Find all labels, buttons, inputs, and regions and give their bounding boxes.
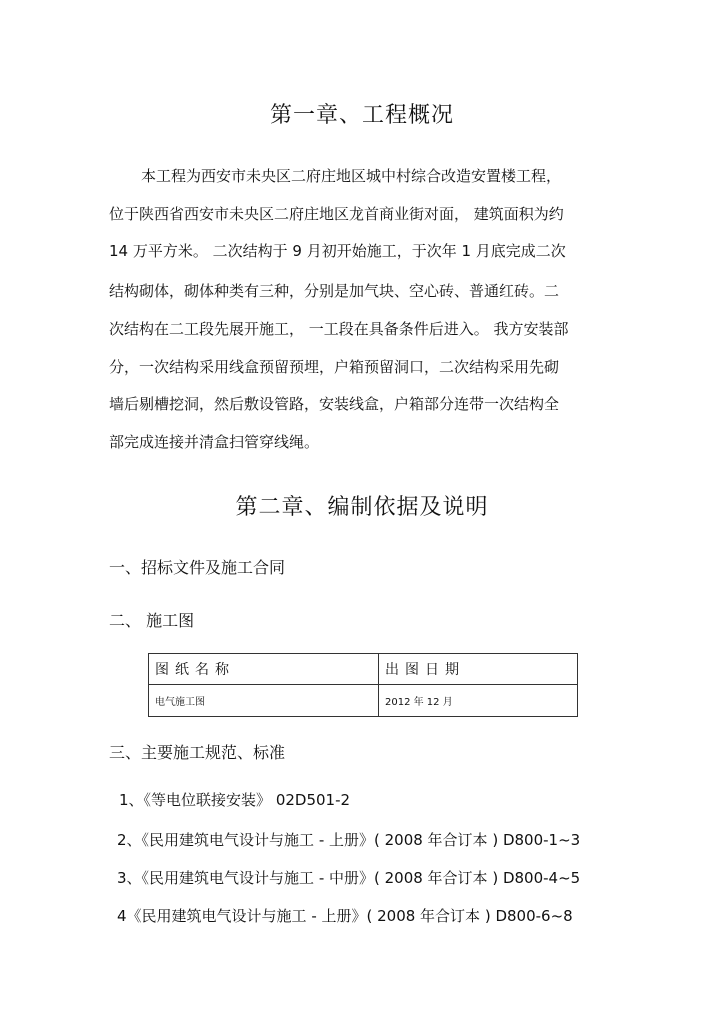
paragraph-line: 结构砌体，砌体种类有三种，分别是加气块、空心砖、普通红砖。二	[109, 282, 560, 300]
list-item: 4《民用建筑电气设计与施工 - 上册》( 2008 年合订本 ) D800-6~8	[117, 907, 573, 925]
paragraph-line: 墙后剔槽挖洞，然后敷设管路，安装线盒，户箱部分连带一次结构全	[109, 395, 560, 413]
paragraph-line: 部完成连接并清盒扫管穿线绳。	[109, 433, 320, 451]
table-cell-issue-date: 2012 年 12 月	[379, 685, 578, 717]
table-header-row	[149, 654, 578, 685]
paragraph-line: 14 万平方米。 二次结构于 9 月初开始施工，于次年 1 月底完成二次	[109, 242, 566, 260]
paragraph-line: 位于陕西省西安市未央区二府庄地区龙首商业街对面， 建筑面积为约	[109, 205, 564, 223]
table-cell-drawing-name: 电气施工图	[149, 685, 379, 717]
list-item: 2、《民用建筑电气设计与施工 - 上册》( 2008 年合订本 ) D800-1~3	[117, 831, 581, 849]
drawings-table	[148, 653, 578, 717]
table-row	[149, 685, 578, 717]
chapter-2-title: 第二章、编制依据及说明	[235, 495, 489, 520]
section-heading-tender-documents: 一、招标文件及施工合同	[109, 558, 286, 577]
paragraph-line: 分，一次结构采用线盒预留预埋，户箱预留洞口，二次结构采用先砌	[109, 358, 560, 376]
paragraph-line: 本工程为西安市未央区二府庄地区城中村综合改造安置楼工程，	[141, 167, 562, 185]
column-header-drawing-name: 图纸名称	[149, 654, 379, 685]
list-item: 1、《等电位联接安装》 02D501-2	[119, 791, 351, 809]
section-heading-standards: 三、主要施工规范、标准	[109, 743, 286, 762]
chapter-1-title: 第一章、工程概况	[269, 103, 454, 128]
paragraph-line: 次结构在二工段先展开施工， 一工段在具备条件后进入。 我方安装部	[109, 320, 569, 338]
list-item: 3、《民用建筑电气设计与施工 - 中册》( 2008 年合订本 ) D800-4~5	[117, 869, 581, 887]
column-header-issue-date: 出图日期	[379, 654, 578, 685]
section-heading-construction-drawings: 二、 施工图	[109, 611, 195, 630]
